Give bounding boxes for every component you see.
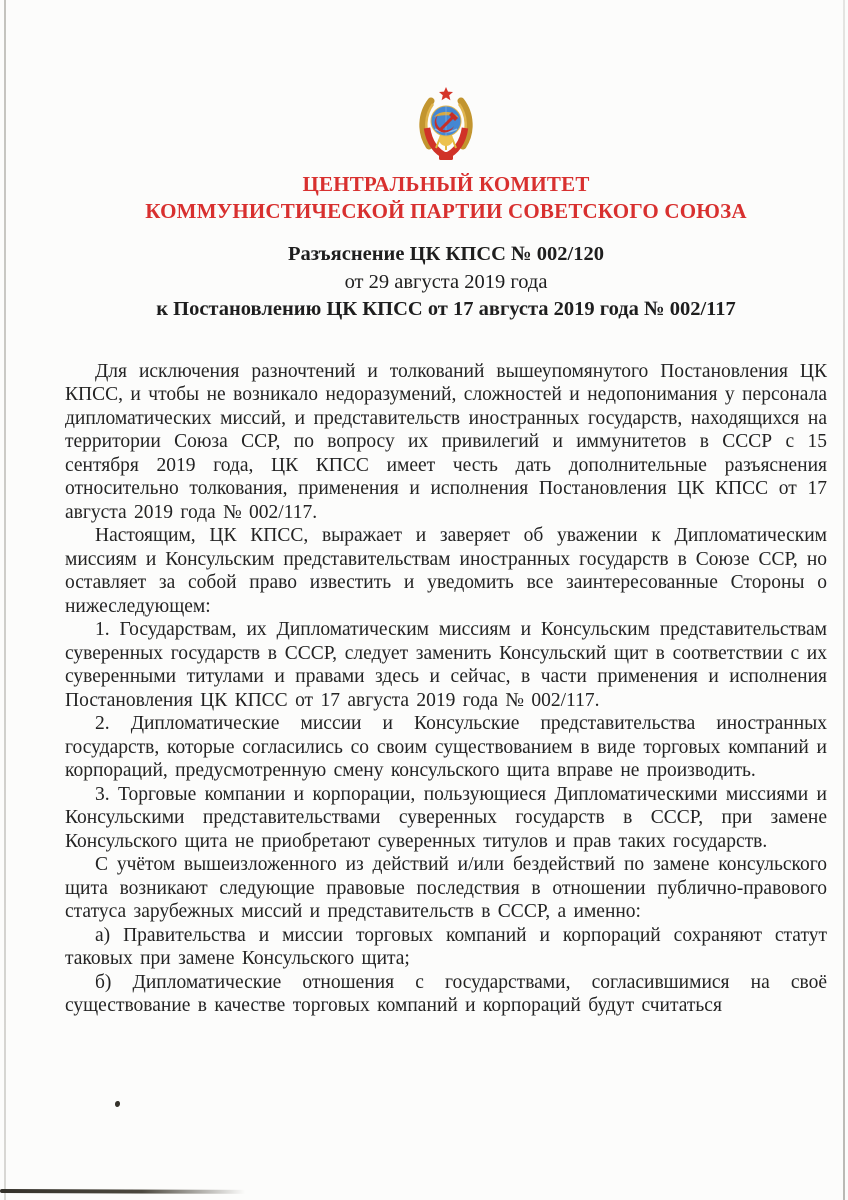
document-title: Разъяснение ЦК КПСС № 002/120 xyxy=(288,243,604,265)
letterhead-line2: КОММУНИСТИЧЕСКОЙ ПАРТИИ СОВЕТСКОГО СОЮЗА xyxy=(145,199,747,223)
paragraph: 2. Дипломатические миссии и Консульские представительства иностранных государств, которые согласились со своим существованием в виде торговых компаний и корпораций, предусмотренную смену консульского щита вправе не производить. xyxy=(65,713,827,781)
scan-right-edge xyxy=(843,0,845,1200)
letterhead-line1: ЦЕНТРАЛЬНЫЙ КОМИТЕТ xyxy=(302,172,590,196)
scan-bottom-artifact xyxy=(0,1189,258,1194)
letterhead xyxy=(65,171,827,225)
document-content xyxy=(65,86,827,1018)
paragraph: С учётом вышеизложенного из действий и/или бездействий по замене консульского щита возникают следующие правовые последствия в отношении публично-правового статуса зарубежных миссий и представительств в СССР, а именно: xyxy=(65,854,827,922)
scan-speck xyxy=(115,1101,120,1107)
paragraph: Настоящим, ЦК КПСС, выражает и заверяет об уважении к Дипломатическим миссиям и Консульским представительствам иностранных государств в Союзе ССР, но оставляет за собой право известить и уведомить все заинтересованные Стороны о нижеследующем: xyxy=(65,525,827,617)
paragraph: б) Дипломатические отношения с государствами, согласившимися на своё существование в качестве торговых компаний и корпораций будут считаться xyxy=(65,971,827,1016)
paragraph: а) Правительства и миссии торговых компаний и корпораций сохраняют статут таковых при замене Консульского щита; xyxy=(65,924,827,969)
document-date: от 29 августа 2019 года xyxy=(344,270,548,293)
ussr-state-emblem-icon xyxy=(416,86,476,162)
document-reference: к Постановлению ЦК КПСС от 17 августа 2019 года № 002/117 xyxy=(156,298,736,320)
document-body xyxy=(65,360,827,1018)
paragraph: 1. Государствам, их Дипломатическим миссиям и Консульским представительствам суверенных государств в СССР, следует заменить Консульский щит в соответствии с их суверенными титулами и правами здесь и сейчас, в части применения и исполнения Постановления ЦК КПСС от 17 августа 2019 года № 002/117. xyxy=(65,619,827,711)
paragraph: 3. Торговые компании и корпорации, пользующиеся Дипломатическими миссиями и Консульскими представительствами суверенных государств в СССР, при замене Консульского щита не приобретают суверенных титулов и прав таких государств. xyxy=(65,783,827,852)
scan-left-edge xyxy=(4,0,6,1200)
document-title-block xyxy=(65,241,827,324)
paragraph: Для исключения разночтений и толкований вышеупомянутого Постановления ЦК КПСС, и чтобы не возникало недоразумений, сложностей и недопонимания у персонала дипломатических миссий, и представительств иностранных государств, находящихся на территории Союза ССР, по вопросу их привилегий и иммунитетов в СССР с 15 сентября 2019 года, ЦК КПСС имеет честь дать дополнительные разъяснения относительно толкования, применения и исполнения Постановления ЦК КПСС от 17 августа 2019 года № 002/117. xyxy=(65,360,827,523)
